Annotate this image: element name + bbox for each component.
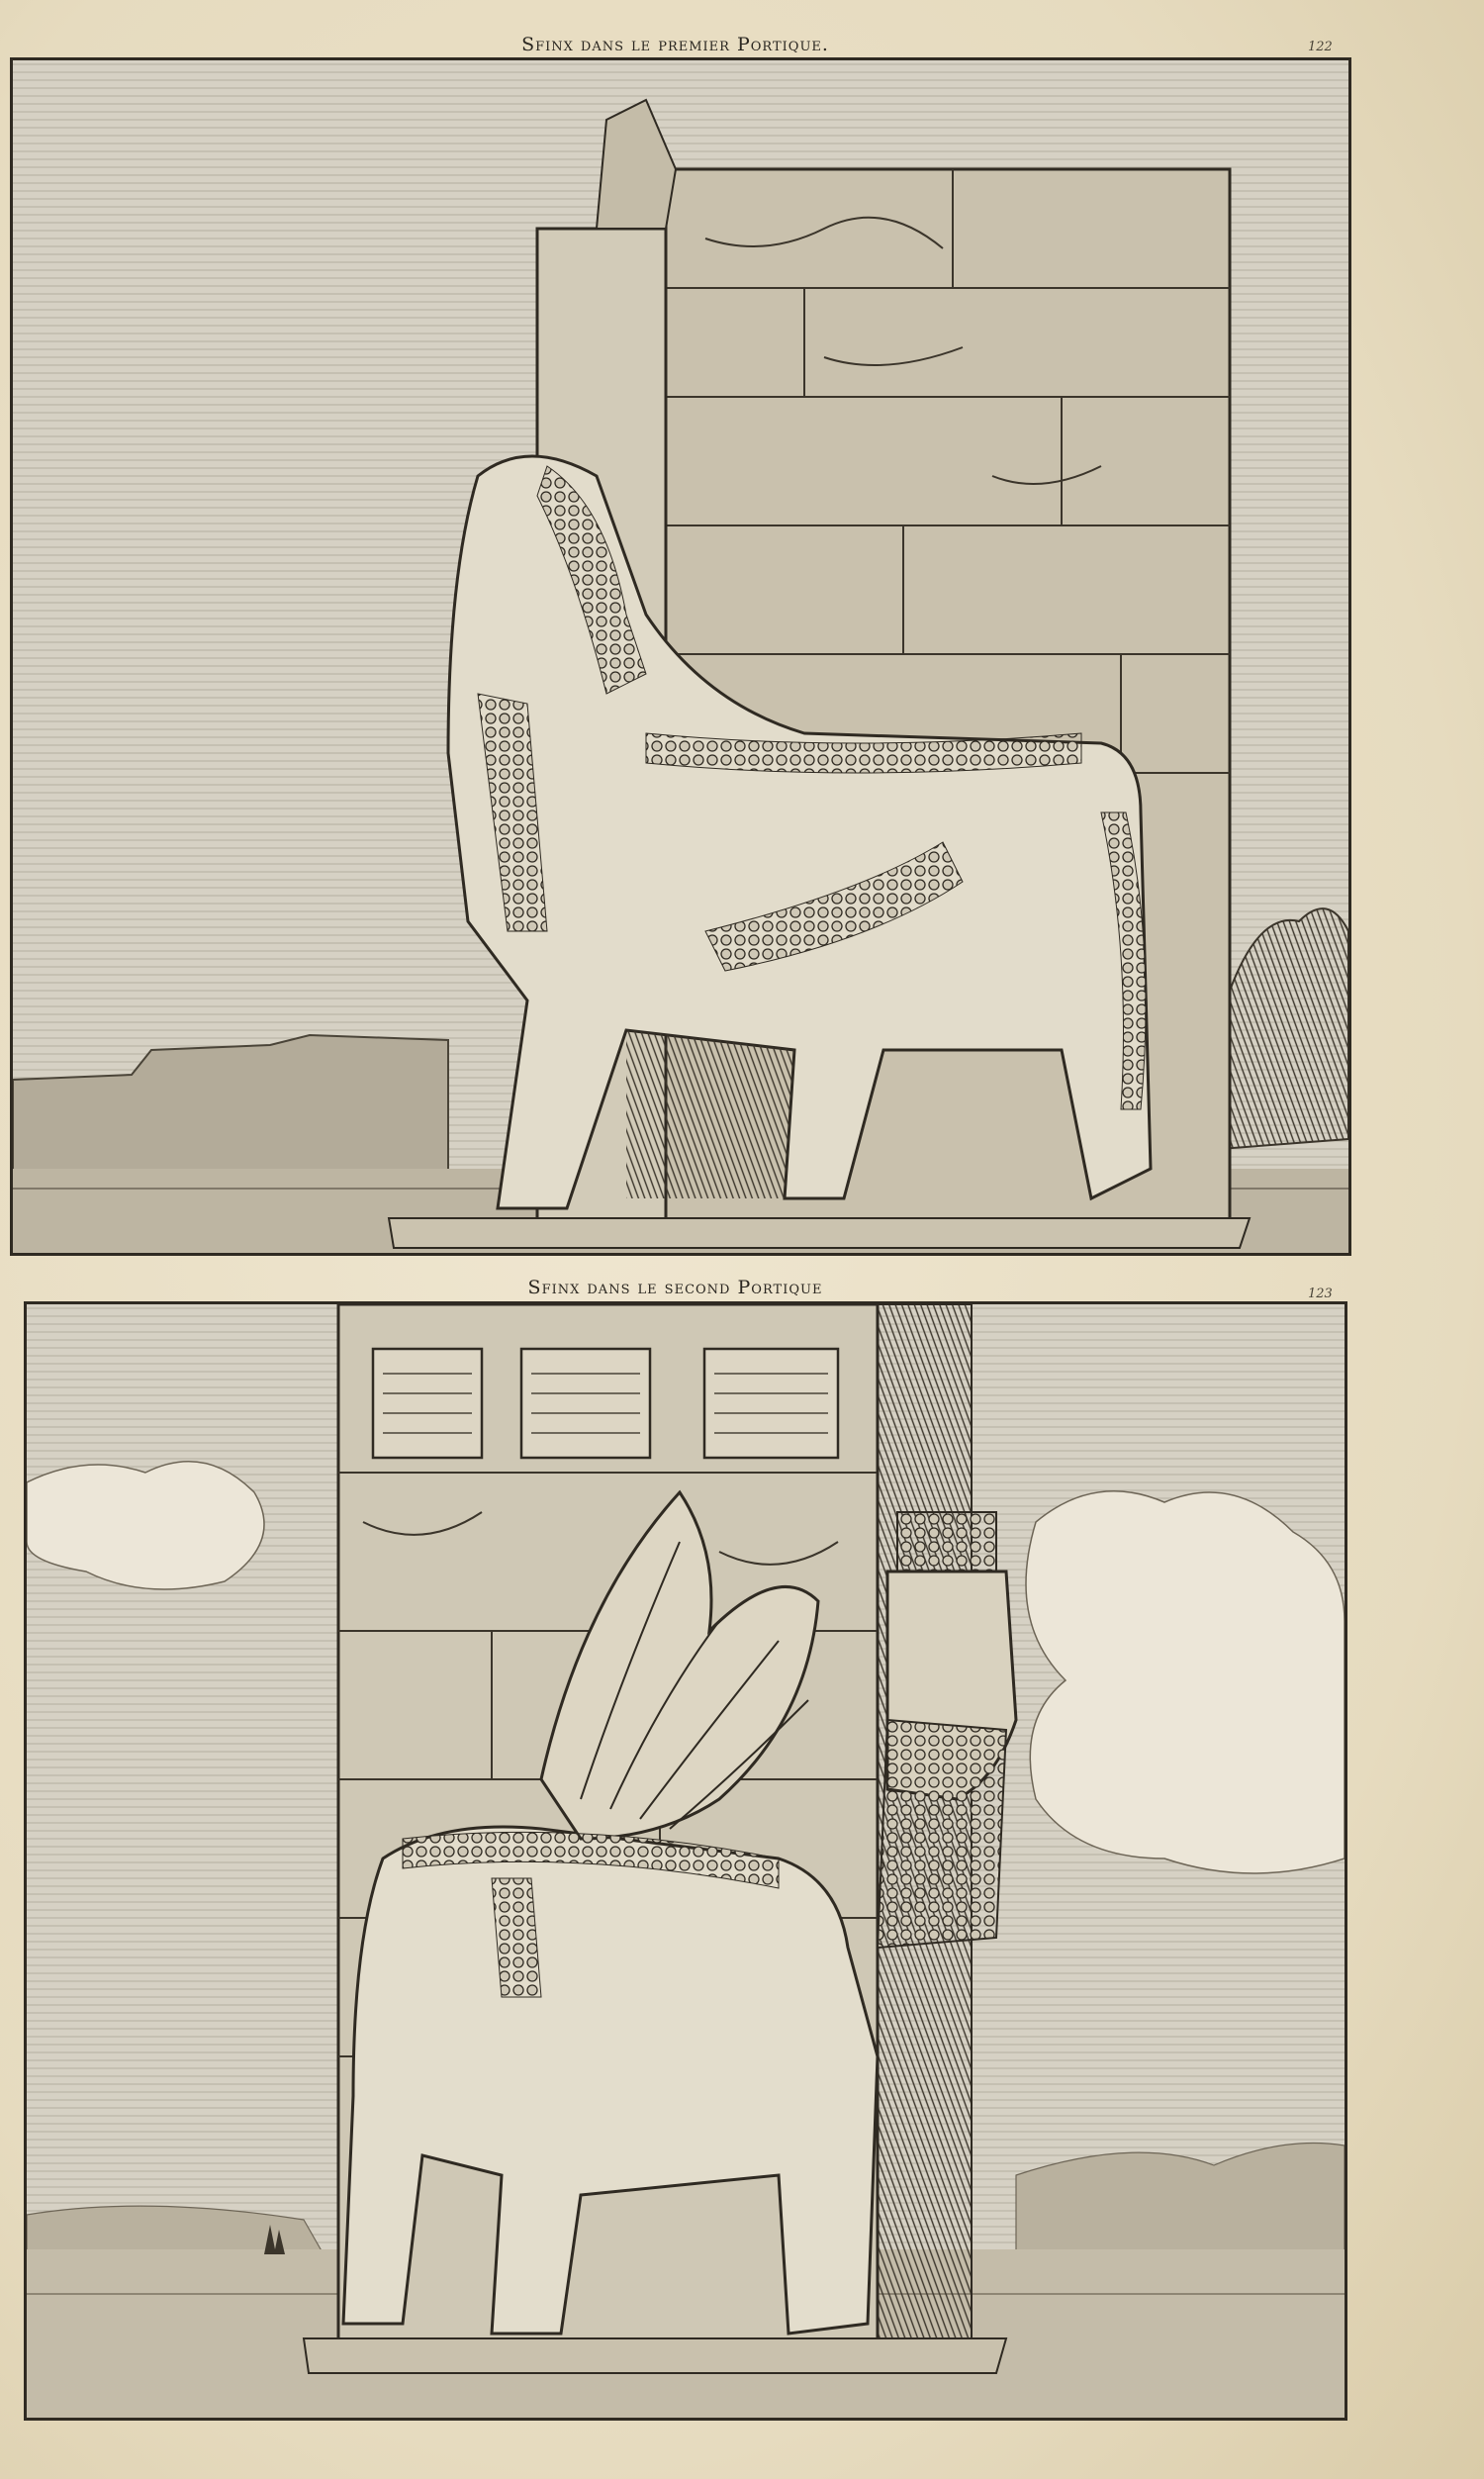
plate-2-title: Sfinx dans le second Portique [527,1277,823,1298]
plate-1-number: 122 [1308,40,1333,54]
sphinx-second-portico-illustration [27,1304,1345,2418]
plate-2-engraving [24,1301,1347,2421]
sphinx-first-portico-illustration [13,60,1348,1253]
plate-1-title: Sfinx dans le premier Portique. [521,34,829,55]
plate-1-engraving [10,57,1351,1256]
plate-2-number: 123 [1308,1287,1333,1301]
